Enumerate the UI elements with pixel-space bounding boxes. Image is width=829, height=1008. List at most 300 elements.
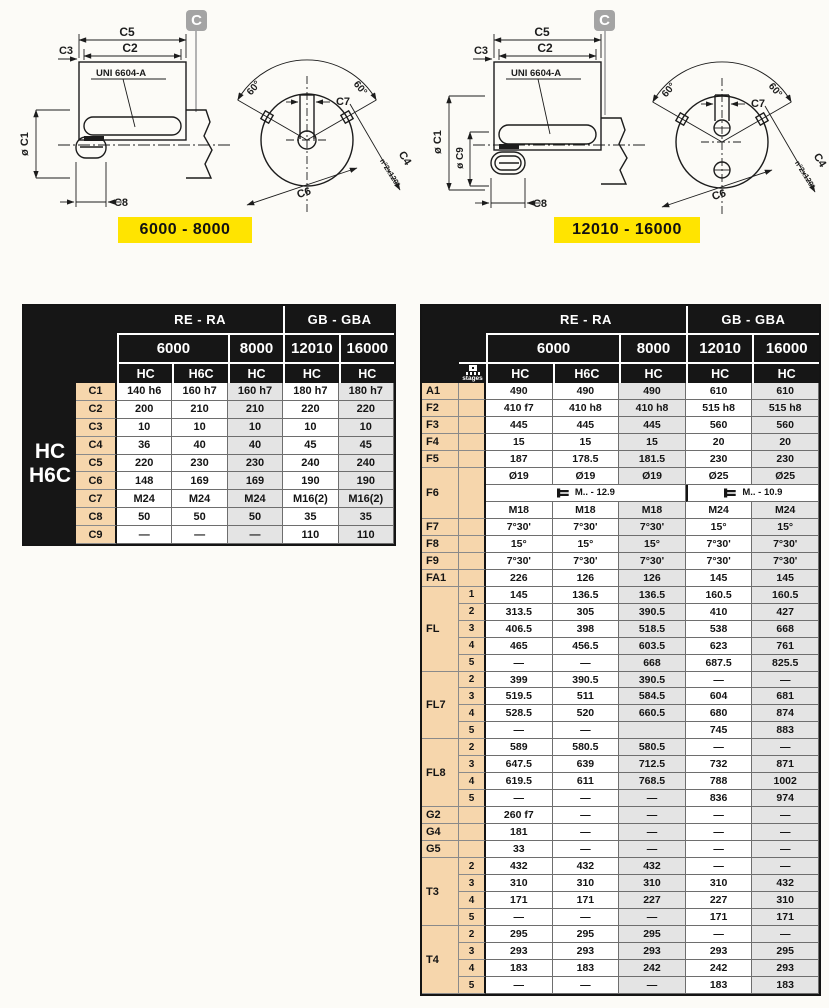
value-cell: 515 h8 [752, 400, 819, 417]
group-header: RE - RA [486, 306, 686, 333]
value-cell: 126 [619, 570, 686, 587]
stages-header [459, 362, 486, 383]
value-cell: 310 [686, 875, 753, 892]
value-cell: 220 [117, 455, 172, 473]
stage-cell: 4 [459, 892, 486, 909]
value-cell: 445 [619, 417, 686, 434]
value-cell: 390.5 [619, 604, 686, 621]
stage-cell [459, 468, 486, 519]
value-cell: 226 [486, 570, 553, 587]
stage-cell: 5 [459, 790, 486, 807]
group-header: GB - GBA [686, 306, 819, 333]
value-cell: 883 [752, 722, 819, 739]
value-cell: 7°30' [553, 553, 620, 570]
value-cell: 148 [117, 472, 172, 490]
value-cell: 15° [486, 536, 553, 553]
value-cell: 560 [752, 417, 819, 434]
value-cell: 126 [553, 570, 620, 587]
value-cell: — [228, 526, 283, 544]
value-cell: — [553, 790, 620, 807]
value-cell: 445 [553, 417, 620, 434]
value-cell: 623 [686, 638, 753, 655]
value-cell: — [553, 655, 620, 672]
model-header: 16000 [752, 333, 819, 362]
value-cell: 639 [553, 756, 620, 773]
value-cell: 295 [752, 943, 819, 960]
value-cell: 745 [686, 722, 753, 739]
value-cell: — [553, 841, 620, 858]
value-cell: — [486, 977, 553, 994]
stage-cell [459, 400, 486, 417]
value-cell: 15 [619, 434, 686, 451]
dim-label-c8: C8 [113, 197, 129, 209]
value-cell: M24 [228, 490, 283, 508]
value-cell: 519.5 [486, 688, 553, 705]
row-label: T3 [422, 858, 459, 926]
value-cell [619, 722, 686, 739]
value-cell: 7°30' [686, 536, 753, 553]
dim-label-c4: C4 [395, 149, 414, 168]
stage-cell: 3 [459, 756, 486, 773]
value-cell: 242 [686, 960, 753, 977]
value-cell: 432 [619, 858, 686, 875]
value-cell: 183 [553, 960, 620, 977]
value-cell: — [619, 824, 686, 841]
value-cell: 240 [283, 455, 338, 473]
group-header: RE - RA [117, 306, 283, 333]
key-standard-label: UNI 6604-A [511, 68, 562, 79]
value-cell: — [619, 909, 686, 926]
value-cell: 260 f7 [486, 807, 553, 824]
value-cell: — [486, 655, 553, 672]
stage-cell: 2 [459, 604, 486, 621]
stage-cell [459, 807, 486, 824]
shaft-drawing-6000-8000 [0, 0, 415, 252]
value-cell: Ø25 [752, 468, 819, 485]
value-cell: 490 [553, 383, 620, 400]
model-header: 12010 [686, 333, 753, 362]
value-cell: — [619, 807, 686, 824]
row-label: F8 [422, 536, 459, 553]
value-cell: 687.5 [686, 655, 753, 672]
value-cell: 610 [752, 383, 819, 400]
value-cell: 456.5 [553, 638, 620, 655]
value-cell: — [752, 858, 819, 875]
stage-cell [459, 519, 486, 536]
dim-label-c3: C3 [473, 45, 489, 57]
value-cell: 220 [339, 401, 394, 419]
value-cell: 181 [486, 824, 553, 841]
value-cell: 145 [486, 587, 553, 604]
value-cell: 604 [686, 688, 753, 705]
stage-cell: 5 [459, 909, 486, 926]
value-cell: — [619, 977, 686, 994]
value-cell: — [619, 790, 686, 807]
value-cell: 136.5 [619, 587, 686, 604]
value-cell: 310 [553, 875, 620, 892]
row-label: F9 [422, 553, 459, 570]
value-cell: 305 [553, 604, 620, 621]
value-cell: 20 [686, 434, 753, 451]
value-cell: 310 [752, 892, 819, 909]
value-cell: 974 [752, 790, 819, 807]
value-cell: Ø19 [619, 468, 686, 485]
row-label: T4 [422, 926, 459, 994]
stage-cell: 1 [459, 587, 486, 604]
value-cell: 432 [752, 875, 819, 892]
value-cell: 293 [619, 943, 686, 960]
stage-cell: 5 [459, 655, 486, 672]
sub-header: HC [686, 362, 753, 383]
dim-label-c2: C2 [122, 41, 138, 55]
value-cell: 761 [752, 638, 819, 655]
value-cell: 50 [172, 508, 227, 526]
row-label: A1 [422, 383, 459, 400]
dim-label-c6: C6 [295, 185, 313, 202]
sub-header: HC [752, 362, 819, 383]
value-cell: 33 [486, 841, 553, 858]
value-cell: 171 [752, 909, 819, 926]
bolt-icon [556, 488, 570, 498]
value-cell: 732 [686, 756, 753, 773]
value-cell: 50 [228, 508, 283, 526]
value-cell: 410 f7 [486, 400, 553, 417]
value-cell: 160 h7 [228, 383, 283, 401]
value-cell: — [117, 526, 172, 544]
value-cell: M18 [553, 502, 620, 519]
value-cell: — [686, 739, 753, 756]
value-cell: 15 [486, 434, 553, 451]
value-cell: 7°30' [752, 536, 819, 553]
value-cell: 187 [486, 451, 553, 468]
value-cell: 538 [686, 621, 753, 638]
dim-label-c4: C4 [810, 151, 829, 170]
section-badge-left: C [186, 10, 207, 31]
model-header: 16000 [339, 333, 394, 362]
stage-cell: 4 [459, 705, 486, 722]
shaft-drawing-12010-16000 [415, 0, 829, 252]
sub-header: HC [117, 362, 172, 383]
stage-cell [459, 824, 486, 841]
value-cell: 36 [117, 437, 172, 455]
value-cell: 171 [686, 909, 753, 926]
value-cell: M24 [117, 490, 172, 508]
dim-label-c5: C5 [534, 25, 550, 39]
value-cell: — [686, 841, 753, 858]
value-cell: 190 [283, 472, 338, 490]
stage-cell: 2 [459, 672, 486, 689]
stage-cell [459, 417, 486, 434]
value-cell: M24 [686, 502, 753, 519]
value-cell: Ø19 [486, 468, 553, 485]
value-cell: 390.5 [619, 672, 686, 689]
value-cell: — [486, 909, 553, 926]
row-label: F7 [422, 519, 459, 536]
value-cell: 427 [752, 604, 819, 621]
stage-cell: 3 [459, 943, 486, 960]
value-cell: 160.5 [752, 587, 819, 604]
row-label: C9 [76, 526, 117, 544]
value-cell: 293 [486, 943, 553, 960]
value-cell: — [752, 807, 819, 824]
value-cell: 836 [686, 790, 753, 807]
row-label: F5 [422, 451, 459, 468]
value-cell: 310 [619, 875, 686, 892]
value-cell: 7°30' [486, 519, 553, 536]
stage-cell: 3 [459, 875, 486, 892]
value-cell: 220 [283, 401, 338, 419]
value-cell: 871 [752, 756, 819, 773]
value-cell: 140 h6 [117, 383, 172, 401]
stage-cell: 3 [459, 688, 486, 705]
value-cell: — [619, 841, 686, 858]
value-cell: — [752, 672, 819, 689]
caption-12010-16000: 12010 - 16000 [554, 217, 700, 243]
row-label: F2 [422, 400, 459, 417]
stage-cell: 2 [459, 926, 486, 943]
value-cell: 7°30' [619, 553, 686, 570]
value-cell: 7°30' [752, 553, 819, 570]
dim-label-c7: C7 [750, 98, 766, 110]
angle-label-right: 60° [350, 79, 369, 98]
group-header: GB - GBA [283, 306, 394, 333]
value-cell: 10 [117, 419, 172, 437]
value-cell: 169 [228, 472, 283, 490]
value-cell: Ø25 [686, 468, 753, 485]
value-cell: 410 h8 [553, 400, 620, 417]
value-cell: — [752, 926, 819, 943]
value-cell: 293 [686, 943, 753, 960]
value-cell: 145 [752, 570, 819, 587]
value-cell: 40 [172, 437, 227, 455]
side-label-line: HC [34, 440, 66, 464]
section-badge-right: C [594, 10, 615, 31]
value-cell: 518.5 [619, 621, 686, 638]
dim-label-c3: C3 [58, 45, 74, 57]
side-label-hc-h6c [24, 383, 76, 544]
dimensions-table-main [420, 304, 821, 996]
value-cell: 7°30' [486, 553, 553, 570]
value-cell: 230 [752, 451, 819, 468]
row-label: C6 [76, 472, 117, 490]
value-cell: 7°30' [686, 553, 753, 570]
value-cell: 490 [486, 383, 553, 400]
bolt-class-label: M.. - 12.9 [574, 487, 615, 499]
value-cell: 171 [553, 892, 620, 909]
value-cell: M16(2) [283, 490, 338, 508]
value-cell: 611 [553, 773, 620, 790]
value-cell: 110 [339, 526, 394, 544]
row-label: FL8 [422, 739, 459, 807]
row-label: F3 [422, 417, 459, 434]
value-cell: 580.5 [619, 739, 686, 756]
value-cell: 668 [752, 621, 819, 638]
value-cell: 183 [752, 977, 819, 994]
value-cell: 511 [553, 688, 620, 705]
value-cell: 20 [752, 434, 819, 451]
row-label: C4 [76, 437, 117, 455]
value-cell: 15° [619, 536, 686, 553]
row-label: G2 [422, 807, 459, 824]
bolt-class-cell [686, 485, 819, 502]
value-cell: 560 [686, 417, 753, 434]
bolt-icon [723, 488, 737, 498]
value-cell: 528.5 [486, 705, 553, 722]
sub-header: HC [619, 362, 686, 383]
value-cell: 50 [117, 508, 172, 526]
value-cell: 40 [228, 437, 283, 455]
value-cell: — [686, 672, 753, 689]
sub-header: H6C [172, 362, 227, 383]
value-cell: — [686, 807, 753, 824]
value-cell: 160 h7 [172, 383, 227, 401]
value-cell: 15° [553, 536, 620, 553]
value-cell: 788 [686, 773, 753, 790]
value-cell: 520 [553, 705, 620, 722]
stage-cell [459, 841, 486, 858]
value-cell: 295 [486, 926, 553, 943]
value-cell: 15 [553, 434, 620, 451]
value-cell: 10 [172, 419, 227, 437]
value-cell: 768.5 [619, 773, 686, 790]
row-label: F4 [422, 434, 459, 451]
value-cell: 580.5 [553, 739, 620, 756]
hole-note-label: n°2x120° [792, 158, 818, 191]
stage-cell [459, 536, 486, 553]
value-cell: 110 [283, 526, 338, 544]
value-cell: 584.5 [619, 688, 686, 705]
value-cell: 180 h7 [339, 383, 394, 401]
angle-label-left: 60° [245, 79, 264, 98]
value-cell: — [752, 841, 819, 858]
value-cell: 7°30' [553, 519, 620, 536]
row-label: FL [422, 587, 459, 672]
value-cell: 10 [228, 419, 283, 437]
model-header: 8000 [619, 333, 686, 362]
value-cell: 160.5 [686, 587, 753, 604]
stages-header-label: stages [462, 374, 483, 382]
value-cell: 293 [553, 943, 620, 960]
value-cell: 313.5 [486, 604, 553, 621]
sub-header: HC [339, 362, 394, 383]
sub-header: HC [228, 362, 283, 383]
value-cell: — [486, 790, 553, 807]
sub-header: HC [486, 362, 553, 383]
key-standard-label: UNI 6604-A [96, 68, 147, 79]
stage-cell: 4 [459, 638, 486, 655]
sub-header: H6C [553, 362, 620, 383]
value-cell: M16(2) [339, 490, 394, 508]
value-cell: 610 [686, 383, 753, 400]
value-cell: — [172, 526, 227, 544]
dimensions-table-hc [22, 304, 396, 546]
value-cell: 210 [228, 401, 283, 419]
value-cell: M18 [486, 502, 553, 519]
side-label-line: H6C [28, 463, 71, 487]
value-cell: 45 [339, 437, 394, 455]
value-cell: M24 [752, 502, 819, 519]
value-cell: 15° [752, 519, 819, 536]
value-cell: 432 [486, 858, 553, 875]
value-cell: — [553, 824, 620, 841]
value-cell: 398 [553, 621, 620, 638]
stage-cell [459, 570, 486, 587]
model-header: 6000 [117, 333, 228, 362]
value-cell: — [553, 977, 620, 994]
value-cell: Ø19 [553, 468, 620, 485]
value-cell: M24 [172, 490, 227, 508]
value-cell: — [486, 722, 553, 739]
dim-label-c1: ø C1 [432, 130, 444, 154]
value-cell: — [686, 858, 753, 875]
stage-cell: 2 [459, 739, 486, 756]
value-cell: 680 [686, 705, 753, 722]
value-cell: 490 [619, 383, 686, 400]
value-cell: — [553, 909, 620, 926]
value-cell: — [686, 824, 753, 841]
value-cell: 825.5 [752, 655, 819, 672]
angle-label-right: 60° [765, 81, 784, 100]
row-label: C1 [76, 383, 117, 401]
value-cell: 874 [752, 705, 819, 722]
bolt-class-label: M.. - 10.9 [742, 487, 783, 499]
value-cell: 406.5 [486, 621, 553, 638]
value-cell: 35 [283, 508, 338, 526]
bolt-class-cell [486, 485, 686, 502]
row-label: G5 [422, 841, 459, 858]
value-cell: — [752, 739, 819, 756]
value-cell: 7°30' [619, 519, 686, 536]
row-label: C5 [76, 455, 117, 473]
dim-label-c7: C7 [335, 96, 351, 108]
model-header: 12010 [283, 333, 338, 362]
row-label: FA1 [422, 570, 459, 587]
value-cell: 230 [228, 455, 283, 473]
value-cell: 145 [686, 570, 753, 587]
value-cell: — [553, 722, 620, 739]
value-cell: 712.5 [619, 756, 686, 773]
value-cell: 410 h8 [619, 400, 686, 417]
value-cell: 169 [172, 472, 227, 490]
value-cell: 242 [619, 960, 686, 977]
value-cell: 180 h7 [283, 383, 338, 401]
value-cell: 432 [553, 858, 620, 875]
value-cell: 293 [752, 960, 819, 977]
value-cell: 210 [172, 401, 227, 419]
value-cell: 230 [172, 455, 227, 473]
value-cell: 619.5 [486, 773, 553, 790]
model-header: 8000 [228, 333, 283, 362]
stage-cell: 2 [459, 858, 486, 875]
dim-label-c8: C8 [532, 198, 548, 210]
value-cell: 45 [283, 437, 338, 455]
dim-label-c2: C2 [537, 41, 553, 55]
value-cell: — [686, 926, 753, 943]
caption-6000-8000: 6000 - 8000 [118, 217, 252, 243]
row-label: C2 [76, 401, 117, 419]
stage-cell: 4 [459, 773, 486, 790]
value-cell: 589 [486, 739, 553, 756]
value-cell: 227 [619, 892, 686, 909]
row-label: F6 [422, 468, 459, 519]
value-cell: — [752, 824, 819, 841]
value-cell: 230 [686, 451, 753, 468]
stage-cell [459, 451, 486, 468]
value-cell: 465 [486, 638, 553, 655]
stage-cell: 4 [459, 960, 486, 977]
row-label: G4 [422, 824, 459, 841]
value-cell: 410 [686, 604, 753, 621]
